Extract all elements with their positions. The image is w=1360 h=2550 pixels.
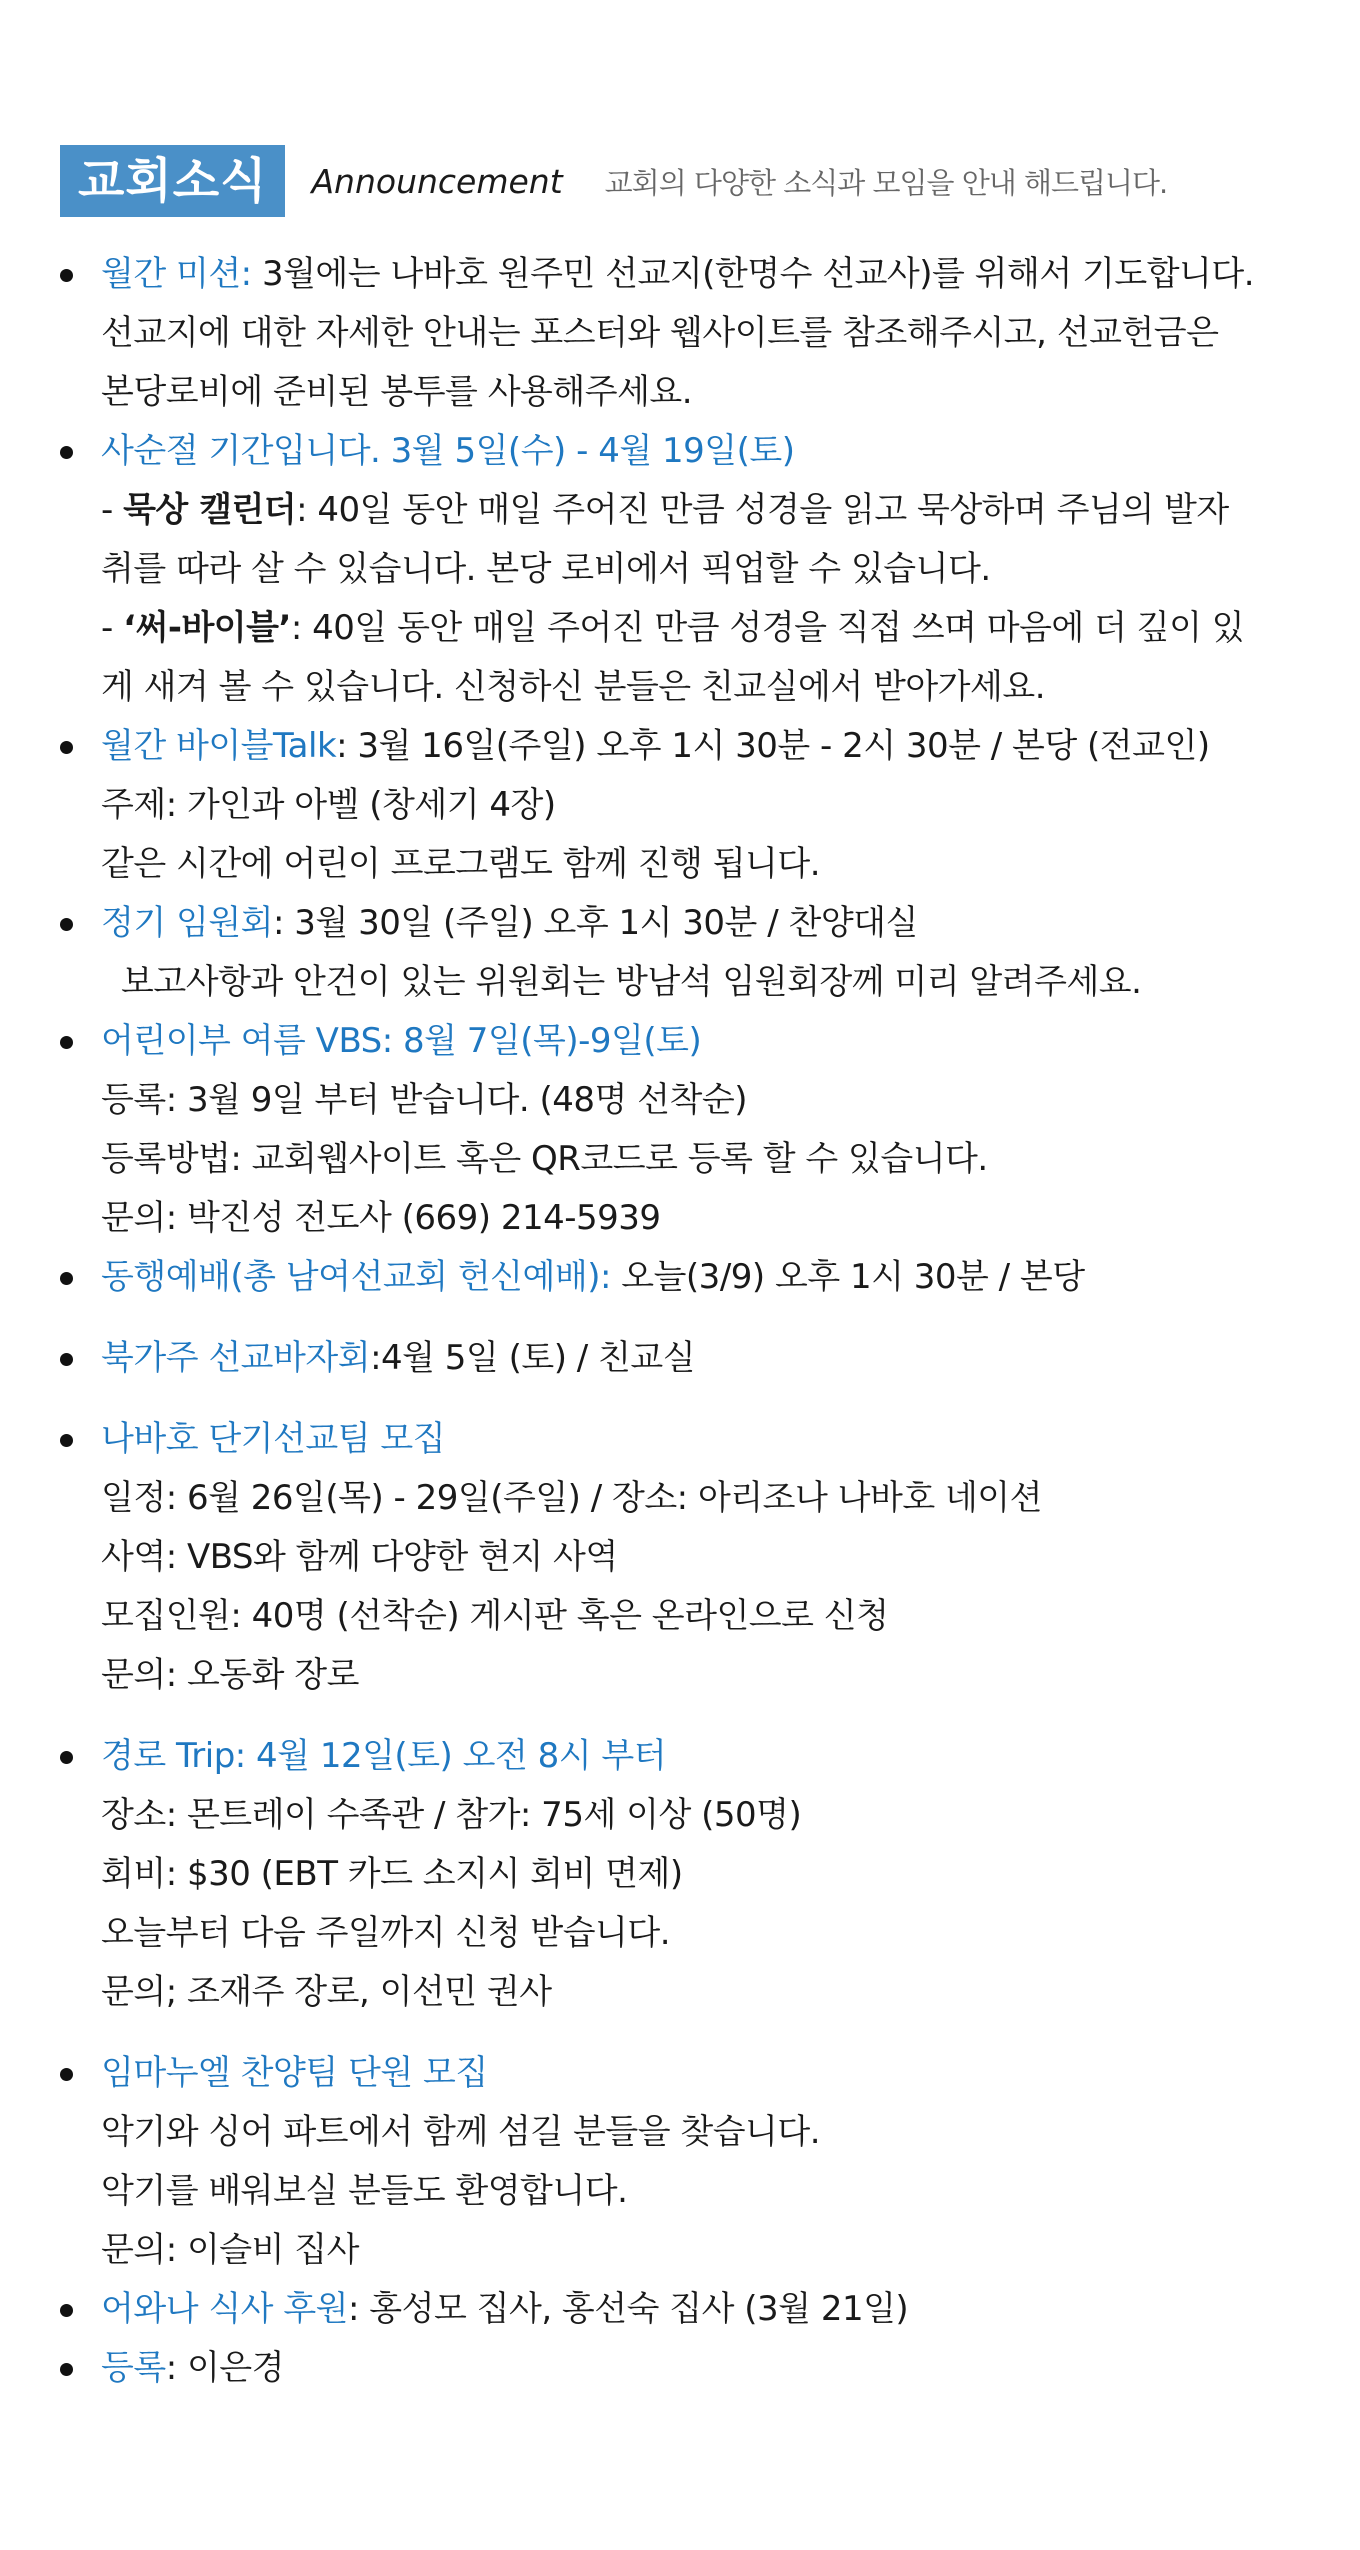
item-text: : 40일 동안 매일 주어진 만큼 성경을 읽고 묵상하며 주님의 발자 (296, 490, 1229, 530)
item-line (101, 894, 1300, 953)
announcement-list (60, 245, 1300, 2398)
item-title: 어와나 식사 후원 (101, 2289, 349, 2329)
item-line: 본당로비에 준비된 봉투를 사용해주세요. (101, 372, 693, 412)
item-line: 취를 따라 살 수 있습니다. 본당 로비에서 픽업할 수 있습니다. (101, 549, 991, 589)
bullet-icon (60, 2363, 73, 2376)
announcement-item-registration (60, 2339, 1300, 2398)
item-line: 주제: 가인과 아벨 (창세기 4장) (101, 785, 556, 825)
item-line: 등록: 3월 9일 부터 받습니다. (48명 선착순) (101, 1080, 747, 1120)
bullet-icon (60, 2068, 73, 2081)
bullet-icon (60, 918, 73, 931)
bullet-icon (60, 1751, 73, 1764)
item-line: 일정: 6월 26일(목) - 29일(주일) / 장소: 아리조나 나바호 네이션 (101, 1478, 1042, 1518)
announcement-item-mission-team (60, 1410, 1300, 1705)
item-title: 등록 (101, 2348, 166, 2388)
item-title: 월간 미션: (101, 254, 252, 294)
bullet-icon (60, 1434, 73, 1447)
item-dash: - (101, 608, 124, 648)
item-title: 임마누엘 찬양팀 단원 모집 (101, 2053, 488, 2093)
item-line: 문의: 박진성 전도사 (669) 214-5939 (101, 1198, 661, 1238)
bullet-icon (60, 1036, 73, 1049)
bullet-icon (60, 1272, 73, 1285)
item-subtitle: ‘써-바이블’ (123, 608, 291, 648)
item-line: 악기를 배워보실 분들도 환영합니다. (101, 2171, 628, 2211)
item-line: 선교지에 대한 자세한 안내는 포스터와 웹사이트를 참조해주시고, 선교헌금은 (101, 313, 1219, 353)
announcement-item-vbs (60, 1012, 1300, 1248)
item-text: : 3월 16일(주일) 오후 1시 30분 - 2시 30분 / 본당 (전교인) (336, 726, 1210, 766)
item-text: : 홍성모 집사, 홍선숙 집사 (3월 21일) (348, 2289, 909, 2329)
item-title: 어린이부 여름 VBS: 8월 7일(목)-9일(토) (101, 1021, 702, 1061)
item-text: :4월 5일 (토) / 친교실 (370, 1338, 696, 1378)
item-subtitle: 묵상 캘린더 (123, 490, 297, 530)
item-line: 보고사항과 안건이 있는 위원회는 방남석 임원회장께 미리 알려주세요. (121, 962, 1142, 1002)
item-dash: - (101, 490, 124, 530)
item-line: 문의; 조재주 장로, 이선민 권사 (101, 1972, 552, 2012)
bullet-icon (60, 269, 73, 282)
item-title: 정기 임원회 (101, 903, 274, 943)
item-title: 나바호 단기선교팀 모집 (101, 1419, 446, 1459)
item-line (101, 1329, 1300, 1388)
item-line: 게 새겨 볼 수 있습니다. 신청하신 분들은 친교실에서 받아가세요. (101, 667, 1046, 707)
item-title: 북가주 선교바자회 (101, 1338, 371, 1378)
item-text: 오늘(3/9) 오후 1시 30분 / 본당 (610, 1257, 1085, 1297)
bullet-icon (60, 1353, 73, 1366)
item-line: 모집인원: 40명 (선착순) 게시판 혹은 온라인으로 신청 (101, 1596, 889, 1636)
announcement-item-worship-team (60, 2044, 1300, 2280)
item-title: 월간 바이블Talk (101, 726, 337, 766)
announcement-header (60, 145, 1300, 217)
bullet-icon (60, 741, 73, 754)
announcement-item-senior-trip (60, 1727, 1300, 2022)
item-title: 사순절 기간입니다. 3월 5일(수) - 4월 19일(토) (101, 431, 795, 471)
announcement-item-bible-talk (60, 717, 1300, 894)
item-line: 오늘부터 다음 주일까지 신청 받습니다. (101, 1913, 671, 1953)
item-text: : 이은경 (165, 2348, 284, 2388)
item-title: 동행예배(총 남여선교회 헌신예배): (101, 1257, 611, 1297)
bullet-icon (60, 2304, 73, 2317)
item-line (101, 245, 1300, 304)
bullet-icon (60, 446, 73, 459)
item-line: 사역: VBS와 함께 다양한 현지 사역 (101, 1537, 618, 1577)
item-text: : 3월 30일 (주일) 오후 1시 30분 / 찬양대실 (273, 903, 918, 943)
item-text: 3월에는 나바호 원주민 선교지(한명수 선교사)를 위해서 기도합니다. (251, 254, 1255, 294)
announcement-item-awana-meal (60, 2280, 1300, 2339)
section-badge: 교회소식 (60, 145, 285, 217)
item-line (101, 599, 1300, 658)
section-description: 교회의 다양한 소식과 모임을 안내 해드립니다. (604, 165, 1168, 200)
item-line: 문의: 오동화 장로 (101, 1655, 359, 1695)
item-line (101, 2280, 1300, 2339)
announcement-item-board-meeting (60, 894, 1300, 1012)
item-line: 장소: 몬트레이 수족관 / 참가: 75세 이상 (50명) (101, 1795, 802, 1835)
item-line: 같은 시간에 어린이 프로그램도 함께 진행 됩니다. (101, 844, 821, 884)
item-text: : 40일 동안 매일 주어진 만큼 성경을 직접 쓰며 마음에 더 깊이 있 (290, 608, 1245, 648)
item-line (101, 2339, 1300, 2398)
announcement-item-lent (60, 422, 1300, 717)
item-line (101, 717, 1300, 776)
announcement-item-monthly-mission (60, 245, 1300, 422)
item-line (101, 481, 1300, 540)
section-english-title: Announcement (311, 161, 563, 201)
announcement-item-bazaar (60, 1329, 1300, 1388)
item-title: 경로 Trip: 4월 12일(토) 오전 8시 부터 (101, 1736, 667, 1776)
item-line: 회비: $30 (EBT 카드 소지시 회비 면제) (101, 1854, 683, 1894)
announcement-item-worship (60, 1248, 1300, 1307)
item-line: 문의: 이슬비 집사 (101, 2230, 359, 2270)
item-line (101, 1248, 1300, 1307)
item-line: 악기와 싱어 파트에서 함께 섬길 분들을 찾습니다. (101, 2112, 821, 2152)
item-line: 등록방법: 교회웹사이트 혹은 QR코드로 등록 할 수 있습니다. (101, 1139, 988, 1179)
